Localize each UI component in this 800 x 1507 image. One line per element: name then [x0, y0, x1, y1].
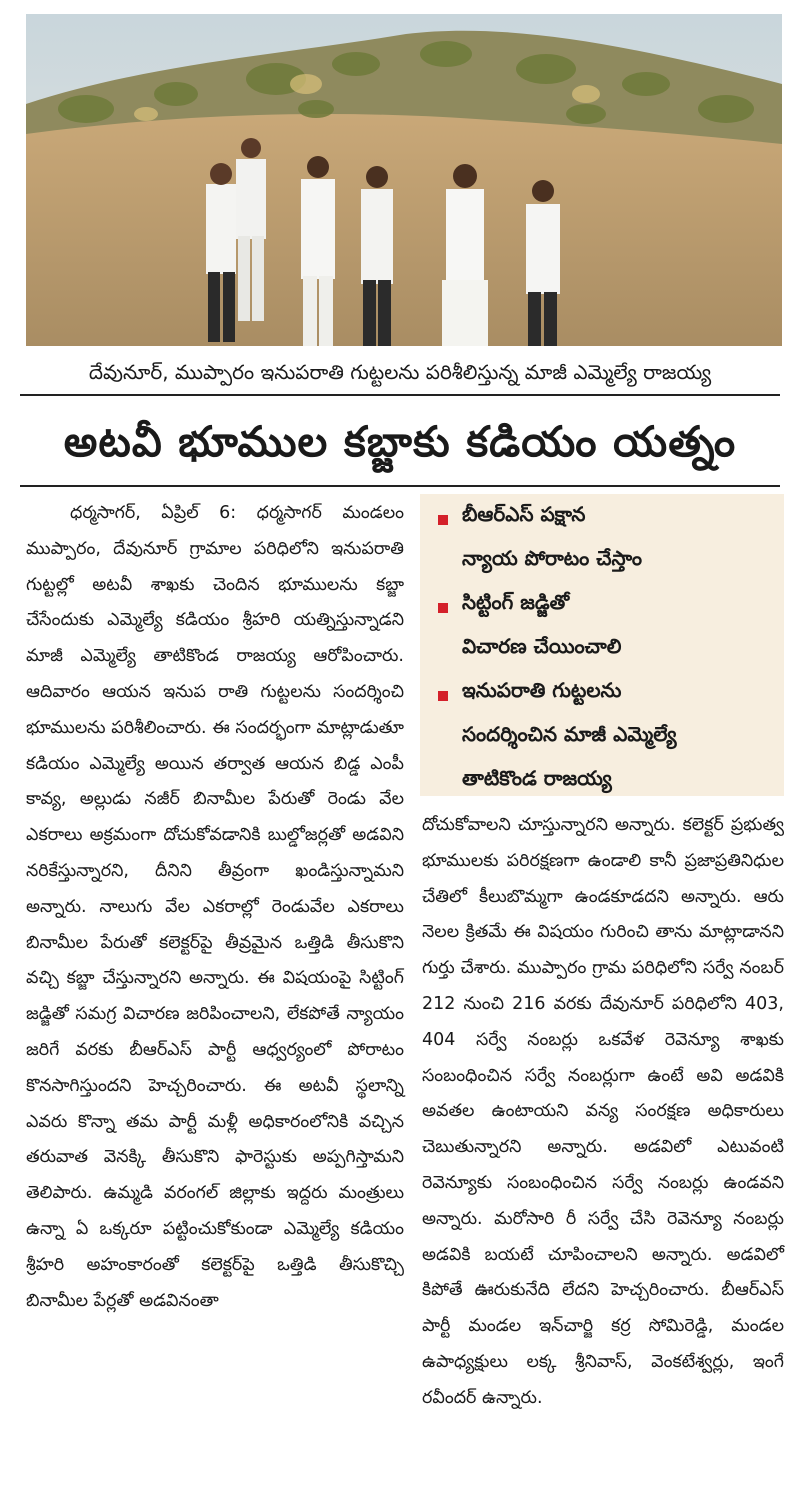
bullet-icon [438, 515, 448, 525]
highlight-line: బీఆర్ఎస్ పక్షాన [462, 502, 586, 526]
highlight-line: న్యాయ పోరాటం చేస్తాం [462, 546, 643, 570]
paragraph-right: దోచుకోవాలని చూస్తున్నారని అన్నారు. కలెక్టర్ ప్రభుత్వ భూములకు పరిరక్షణగా ఉండాలి కానీ ప్రజాప్రతినిధుల చేతిలో కీలుబొమ్మగా ఉండకూడదని అన్నారు. ఆరు నెలల క్రితమే ఈ విషయం గురించి తాను మాట్లాడానని గుర్తు చేశారు. ముప్పారం గ్రామ పరిధిలోని సర్వే నంబర్ 212 నుంచి 216 వరకు దేవునూర్ పరిధిలోని 403, 404 సర్వే నంబర్లు ఒకవేళ రెవెన్యూ శాఖకు సంబంధించిన సర్వే నంబర్లుగా ఉంటే అవి అడవికి అవతల ఉంటాయని వన్య సంరక్షణ అధికారులు చెబుతున్నారని అన్నారు. అడవిలో ఎటువంటి రెవెన్యూకు సంబంధించిన సర్వే నంబర్లు ఉండవని అన్నారు. మరోసారి రీ సర్వే చేసి రెవెన్యూ నంబర్లు అడవికి బయటే చూపించాలని అన్నారు. అడవిలో కిపోతే ఊరుకునేది లేదని హెచ్చరించారు. బీఆర్ఎస్ పార్టీ మండల ఇన్‌చార్జి కర్ర సోమిరెడ్డి, మండల ఉపాధ్యక్షులు లక్క శ్రీనివాస్, వెంకటేశ్వర్లు, ఇంగే రవీందర్ ఉన్నారు. [422, 815, 784, 1408]
photo-illustration [26, 14, 782, 346]
highlight-line: తాటికొండ రాజయ్య [462, 766, 612, 790]
photo-caption: దేవునూర్, ముప్పారం ఇనుపరాతి గుట్టలను పరిశీలిస్తున్న మాజీ ఎమ్మెల్యే రాజయ్య [88, 360, 712, 384]
highlight-line: సందర్శించిన మాజీ ఎమ్మెల్యే [462, 722, 677, 746]
paragraph-left: ధర్మసాగర్, ఏప్రిల్ 6: ధర్మసాగర్ మండలం ముప్పారం, దేవునూర్ గ్రామాల పరిధిలోని ఇనుపరాతి గుట్టల్లో అటవీ శాఖకు చెందిన భూములను కబ్జా చేసేందుకు ఎమ్మెల్యే కడియం శ్రీహరి యత్నిస్తున్నాడని మాజీ ఎమ్మెల్యే తాటికొండ రాజయ్య ఆరోపించారు. ఆదివారం ఆయన ఇనుప రాతి గుట్టలను సందర్శించి భూములను పరిశీలించారు. ఈ సందర్భంగా మాట్లాడుతూ కడియం ఎమ్మెల్యే అయిన తర్వాత ఆయన బిడ్డ ఎంపీ కావ్య, అల్లుడు నజీర్ బినామీల పేరుతో రెండు వేల ఎకరాలు అక్రమంగా దోచుకోవడానికి బుల్డోజర్లతో అడవిని నరికేస్తున్నారని, దీనిని తీవ్రంగా ఖండిస్తున్నామని అన్నారు. నాలుగు వేల ఎకరాల్లో రెండువేల ఎకరాలు బినామీల పేరుతో కలెక్టర్‌పై తీవ్రమైన ఒత్తిడి తీసుకొని వచ్చి కబ్జా చేస్తున్నారని అన్నారు. ఈ విషయంపై సిట్టింగ్ జడ్జితో సమగ్ర విచారణ జరిపించాలని, లేకపోతే న్యాయం జరిగే వరకు బీఆర్ఎస్ పార్టీ ఆధ్వర్యంలో పోరాటం కొనసాగిస్తుందని హెచ్చరించారు. ఈ అటవీ స్థలాన్ని ఎవరు కొన్నా తమ పార్టీ మళ్లీ అధికారంలోనికి వచ్చిన తరువాత వెనక్కి తీసుకొని ఫారెస్టుకు అప్పగిస్తామని తెలిపారు. ఉమ్మడి వరంగల్ జిల్లాకు ఇద్దరు మంత్రులు ఉన్నా ఏ ఒక్కరూ పట్టించుకోకుండా ఎమ్మెల్యే కడియం శ్రీహరి అహంకారంతో కలెక్టర్‌పై ఒత్తిడి తీసుకొచ్చి బినామీల పేర్లతో అడవినంతా [26, 503, 404, 1311]
news-photo [26, 14, 782, 346]
highlights-box [420, 494, 784, 796]
highlight-line: విచారణ చేయించాలి [462, 634, 622, 658]
bullet-icon [438, 691, 448, 701]
headline: అటవీ భూముల కబ్జాకు కడియం యత్నం [63, 417, 737, 466]
highlight-line: ఇనుపరాతి గుట్టలను [462, 678, 622, 702]
divider-headline [20, 485, 780, 487]
bullet-icon [438, 603, 448, 613]
divider-top [20, 394, 780, 396]
article-body-left [26, 496, 404, 1319]
article-body-right [422, 808, 784, 1417]
highlight-line: సిట్టింగ్ జడ్జితో [462, 590, 570, 614]
